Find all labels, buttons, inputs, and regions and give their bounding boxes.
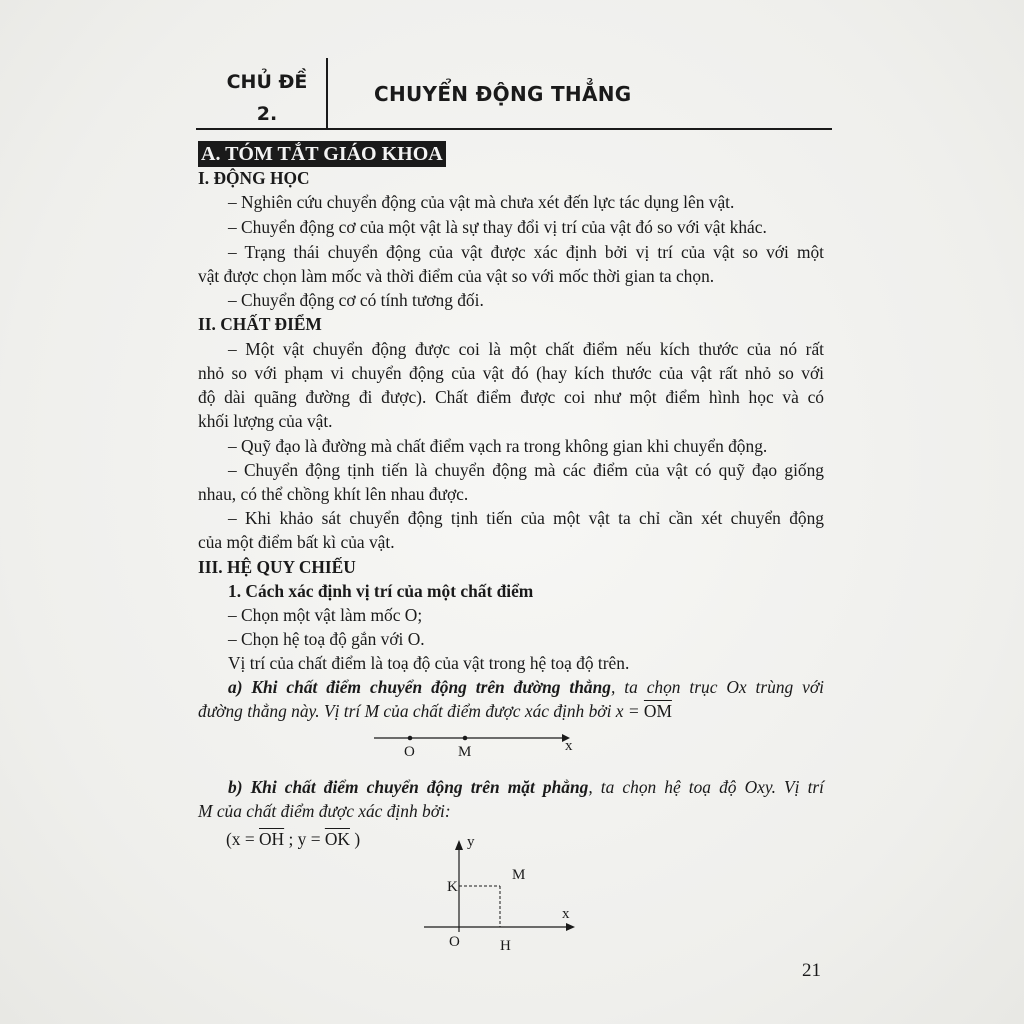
topic-label-text: CHỦ ĐỀ	[226, 71, 308, 93]
s1-paragraph-3b: vật được chọn làm mốc và thời điểm của vật so với mốc thời gian ta chọn.	[198, 266, 715, 286]
s3-case-b-line-1	[198, 775, 824, 799]
section-a-heading: A. TÓM TẮT GIÁO KHOA	[198, 141, 446, 167]
s2-paragraph-4b: của một điểm bất kì của vật.	[198, 532, 395, 552]
case-b-text-1: , ta chọn hệ toạ độ Oxy. Vị trí	[588, 777, 824, 797]
section-2-heading: II. CHẤT ĐIỂM	[198, 314, 322, 334]
label-h: H	[500, 938, 511, 954]
s3-line-1: – Chọn một vật làm mốc O;	[228, 605, 423, 625]
point-o	[408, 736, 413, 741]
label-x-2: x	[562, 906, 570, 922]
case-a-label: a) Khi chất điểm chuyển động trên đường thẳng	[228, 677, 611, 697]
s2-paragraph-1d: khối lượng của vật.	[198, 411, 333, 431]
y-axis-arrowhead	[455, 840, 463, 850]
s2-paragraph-1c: độ dài quãng đường đi được). Chất điểm được coi như một điểm hình học và có	[198, 387, 824, 407]
formula-open: (x =	[226, 829, 259, 849]
s1-paragraph-3a: – Trạng thái chuyển động của vật được xác định bởi vị trí của vật so với một	[228, 242, 824, 262]
formula-close: )	[349, 829, 361, 849]
s3-case-a-line-2	[198, 699, 824, 723]
section-1-heading: I. ĐỘNG HỌC	[198, 168, 310, 188]
s3-line-2: – Chọn hệ toạ độ gắn với O.	[228, 629, 425, 649]
label-k: K	[447, 879, 458, 895]
s2-paragraph-2: – Quỹ đạo là đường mà chất điểm vạch ra trong không gian khi chuyển động.	[228, 436, 768, 456]
formula-mid: ; y =	[284, 829, 325, 849]
case-a-text-1: , ta chọn trục Ox trùng với	[610, 677, 824, 697]
vector-oh: $\overline{OH}$	[259, 829, 285, 849]
chapter-title: CHUYỂN ĐỘNG THẲNG	[374, 82, 632, 106]
topic-number: 2.	[256, 103, 278, 125]
point-m	[463, 736, 468, 741]
s2-paragraph-4a: – Khi khảo sát chuyển động tịnh tiến của một vật ta chỉ cần xét chuyển động	[228, 508, 824, 528]
vector-ok: $\overline{OK}$	[324, 829, 350, 849]
label-y: y	[467, 834, 475, 850]
label-m-2: M	[512, 867, 526, 883]
s2-paragraph-1b: nhỏ so với phạm vi chuyển động của vật đó (hay kích thước của vật rất nhỏ so với	[198, 363, 824, 383]
s3-line-3: Vị trí của chất điểm là toạ độ của vật trong hệ toạ độ trên.	[228, 653, 630, 673]
x-axis-arrowhead-2	[566, 923, 575, 931]
vector-om: $\overline{OM}$	[643, 701, 672, 721]
header-rule	[196, 128, 832, 130]
axis-ox-figure	[370, 726, 590, 758]
s1-paragraph-2: – Chuyển động cơ của một vật là sự thay đổi vị trí của vật đó so với vật khác.	[228, 217, 767, 237]
topic-label	[222, 66, 312, 130]
s2-paragraph-3b: nhau, có thể chồng khít lên nhau được.	[198, 484, 469, 504]
s2-paragraph-3a: – Chuyển động tịnh tiến là chuyển động mà các điểm của vật có quỹ đạo giống	[228, 460, 824, 480]
oxy-figure	[420, 832, 590, 962]
section-3-heading: III. HỆ QUY CHIẾU	[198, 557, 356, 577]
page-number: 21	[802, 960, 821, 981]
s3-case-b-line-2: M của chất điểm được xác định bởi:	[198, 801, 451, 821]
s1-paragraph-4: – Chuyển động cơ có tính tương đối.	[228, 290, 484, 310]
header-divider-vertical	[326, 58, 328, 130]
s2-paragraph-1a: – Một vật chuyển động được coi là một chất điểm nếu kích thước của nó rất	[228, 339, 824, 359]
label-o-2: O	[449, 934, 460, 950]
label-o: O	[404, 744, 415, 758]
s3-case-a-line-1	[198, 675, 824, 699]
case-b-label: b) Khi chất điểm chuyển động trên mặt phẳng	[228, 777, 589, 797]
case-a-text-2: đường thẳng này. Vị trí M của chất điểm được xác định bởi x =	[198, 701, 644, 721]
label-m: M	[458, 744, 472, 758]
label-x: x	[565, 738, 573, 754]
s3-subheading-1: 1. Cách xác định vị trí của một chất điểm	[228, 581, 534, 601]
s1-paragraph-1: – Nghiên cứu chuyển động của vật mà chưa xét đến lực tác dụng lên vật.	[228, 192, 735, 212]
